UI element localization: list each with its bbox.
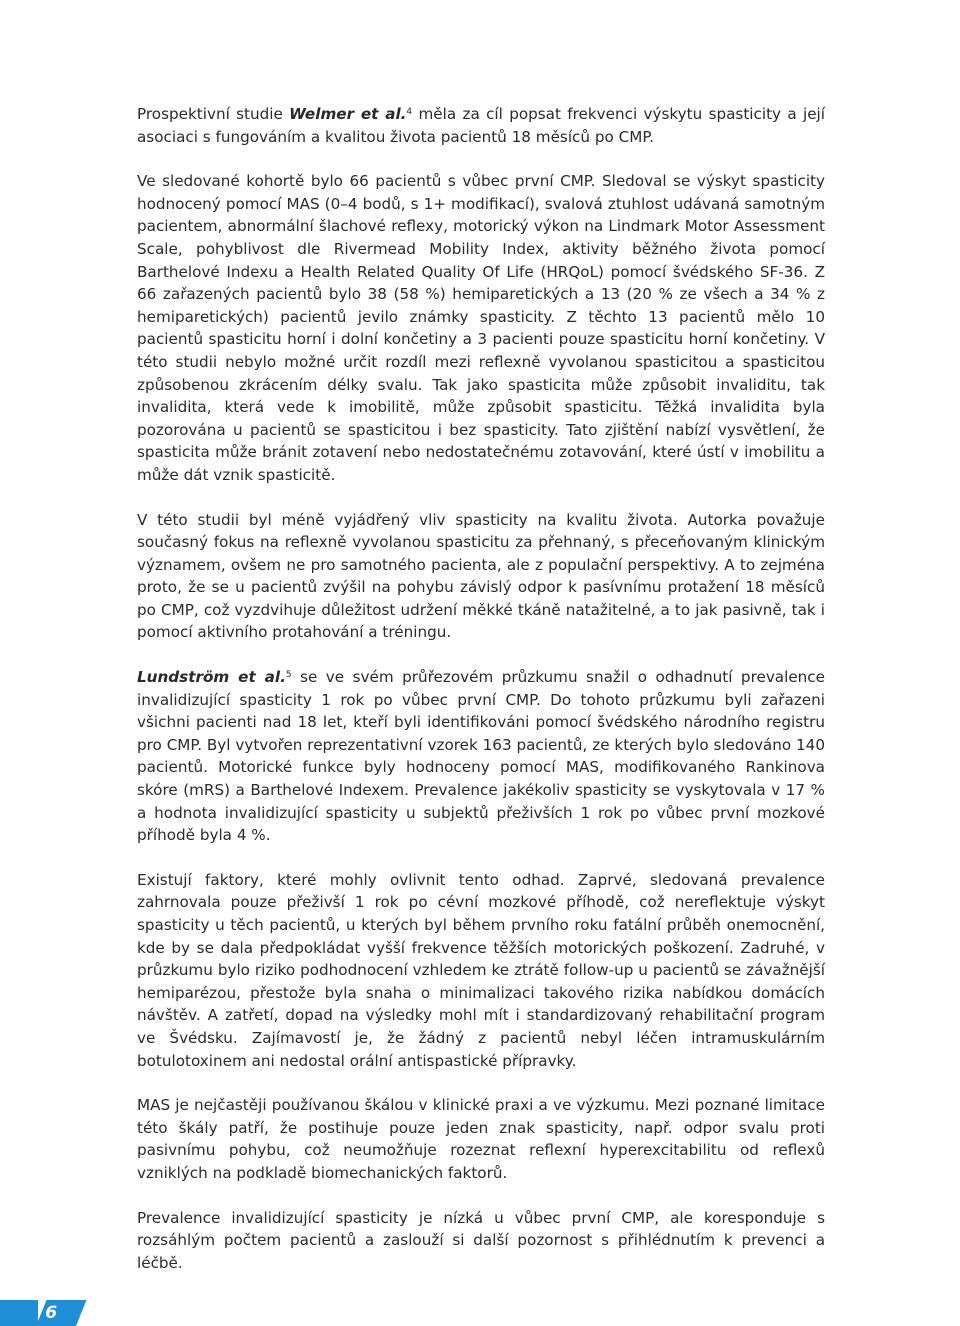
article-body	[137, 103, 825, 1296]
paragraph-lundstrom	[137, 666, 825, 847]
page-number: 6	[45, 1303, 58, 1323]
page-number-tab	[36, 1300, 87, 1326]
footer-accent-bar	[0, 1300, 38, 1326]
paragraph-welmer-cohort: Ve sledované kohortě bylo 66 pacientů s vůbec první CMP. Sledoval se výskyt spasticity hodnocený pomocí MAS (0–4 bodů, s 1+ modifikací), svalová ztuhlost udávaná samotným pacientem, abnormální šlachové reflexy, motorický výkon na Lindmark Motor Assessment Scale, pohyblivost dle Rivermead Mobility Index, aktivity běžného života pomocí Barthelové Indexu a Health Related Quality Of Life (HRQoL) pomocí švédského SF-36. Z 66 zařazených pacientů bylo 38 (58 %) hemiparetických a 13 (20 % ze všech a 34 % z hemiparetických) pacientů jevilo známky spasticity. Z těchto 13 pacientů mělo 10 pacientů spasticitu horní i dolní končetiny a 3 pacienti pouze spasticitu horní končetiny. V této studii nebylo možné určit rozdíl mezi reflexně vyvolanou spasticitou a spasticitou způsobenou zkrácením délky svalu. Tak jako spasticita může způsobit invaliditu, tak invalidita, která vede k imobilitě, může způsobit spasticitu. Těžká invalidita byla pozorována u pacientů se spasticitou i bez spasticity. Tato zjištění nabízí vysvětlení, že spasticita může bránit zotavení nebo nedostatečnému zotavování, které ústí v imobilitu a může dát vznik spasticitě.	[137, 172, 825, 484]
paragraph-text: se ve svém průřezovém průzkumu snažil o odhadnutí prevalence invalidizující spasticity 1 rok po vůbec první CMP. Do tohoto průzkumu byli zařazeni všichni pacienti nad 18 let, kteří byli identifikováni pomocí švédského národního registru pro CMP. Byl vytvořen reprezentativní vzorek 163 pacientů, ze kterých bylo sledováno 140 pacientů. Motorické funkce byly hodnoceny pomocí MAS, modifikovaného Rankinova skóre (mRS) a Barthelové Indexem. Prevalence jakékoliv spasticity se vyskytovala v 17 % a hodnota invalidizující spasticity u subjektů přeživších 1 rok po vůbec první mozkové příhodě byla 4 %.	[137, 668, 826, 845]
author-name-lundstrom: Lundström et al.	[137, 668, 286, 687]
author-name-welmer: Welmer et al.	[289, 105, 407, 123]
paragraph-conclusion: Prevalence invalidizující spasticity je nízká u vůbec první CMP, ale koresponduje s rozsáhlým počtem pacientů a zaslouží si další pozornost s přihlédnutím k prevenci a léčbě.	[137, 1208, 825, 1272]
paragraph-mas-limitations: MAS je nejčastěji používanou škálou v klinické praxi a ve výzkumu. Mezi poznané limitace této škály patří, že postihuje pouze jeden znak spasticity, např. odpor svalu proti pasivnímu pohybu, což neumožňuje rozeznat reflexní hyperexcitabilitu od reflexů vzniklých na podkladě biomechanických faktorů.	[137, 1096, 825, 1182]
reference-number: 5	[285, 670, 292, 681]
paragraph-welmer-intro	[137, 103, 825, 148]
reference-number: 4	[406, 107, 413, 117]
paragraph-text: měla za cíl popsat frekvenci výskytu spasticity a její asociaci s fungováním a kvalitou života pacientů 18 měsíců po CMP.	[137, 105, 825, 146]
paragraph-text: Prospektivní studie	[137, 105, 290, 123]
paragraph-welmer-quality-of-life: V této studii byl méně vyjádřený vliv spasticity na kvalitu života. Autorka považuje současný fokus na reflexně vyvolanou spasticitu za přehnaný, s přeceňovaným klinickým významem, ovšem ne pro samotného pacienta, ale z populační perspektivy. A to zejména proto, že se u pacientů zvýšil na pohybu závislý odpor k pasívnímu protažení 18 měsíců po CMP, což vyzdvihuje důležitost udržení měkké tkáně natažitelné, a to jak pasivně, tak i pomocí aktivního protahování a tréningu.	[137, 510, 825, 642]
paragraph-factors: Existují faktory, které mohly ovlivnit tento odhad. Zaprvé, sledovaná prevalence zahrnovala pouze přeživší 1 rok po cévní mozkové příhodě, což nereflektuje výskyt spasticity u těch pacientů, u kterých byl během prvního roku fatální průběh onemocnění, kde by se dala předpokládat vyšší frekvence těžších motorických poškození. Zadruhé, v průzkumu bylo riziko podhodnocení vzhledem ke ztrátě follow-up u pacientů se závažnější hemiparézou, přestože byla snaha o minimalizaci takového rizika nabídkou domácích návštěv. A zatřetí, dopad na výsledky mohl mít i standardizovaný rehabilitační program ve Švédsku. Zajímavostí je, že žádný z pacientů nebyl léčen intramuskulárním botulotoxinem ani nedostal orální antispastické přípravky.	[137, 870, 825, 1070]
